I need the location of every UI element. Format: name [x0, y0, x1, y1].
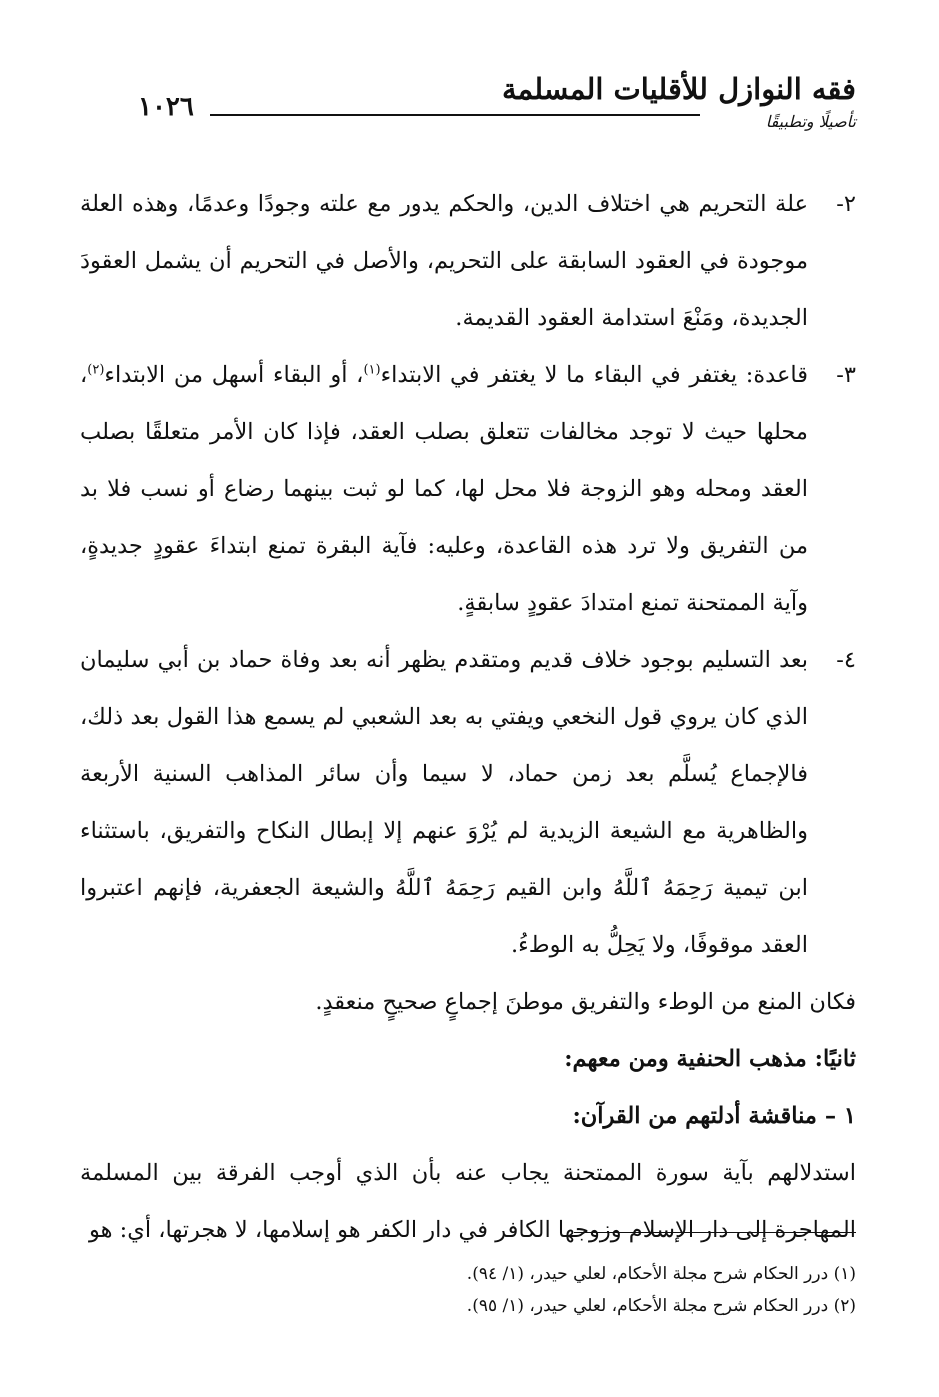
item-text: علة التحريم هي اختلاف الدين، والحكم يدور مع علته وجودًا وعدمًا، وهذه العلة موجودة في العقود السابقة على التحريم، والأصل في التحريم أن يشمل العقودَ الجديدة، ومَنْعَ استدامة العقود القديمة. [80, 191, 808, 331]
item-text-part-3: ، محلها حيث لا توجد مخالفات تتعلق بصلب العقد، فإذا كان الأمر متعلقًا بصلب العقد ومحله وهو الزوجة فلا محل لها، كما لو ثبت بينهما رضاع أو نسب فلا بد من التفريق ولا ترد هذه القاعدة، وعليه: فآية البقرة تمنع ابتداءَ عقودٍ جديدةٍ، وآية الممتحنة تمنع امتدادَ عقودٍ سابقةٍ. [80, 362, 808, 616]
book-title: فقه النوازل للأقليات المسلمة [501, 72, 856, 106]
footnote-1: (١) درر الحكام شرح مجلة الأحكام، لعلي حيدر، (١/ ٩٤). [466, 1264, 856, 1284]
list-item-3 [80, 347, 856, 632]
item-number: ٢- [836, 191, 856, 217]
page-header [0, 72, 939, 142]
page-number: ١٠٢٦ [138, 92, 194, 122]
subsection-heading: ١ – مناقشة أدلتهم من القرآن: [572, 1103, 856, 1129]
item-text-part-1: قاعدة: يغتفر في البقاء ما لا يغتفر في الابتداء [380, 362, 808, 388]
item-number: ٤- [836, 647, 856, 673]
footnote-rule [574, 1232, 856, 1233]
footnote-ref-2[interactable]: (٢) [87, 362, 105, 378]
header-rule [210, 114, 700, 116]
book-subtitle: تأصيلًا وتطبيقًا [765, 112, 856, 131]
item-text: بعد التسليم بوجود خلاف قديم ومتقدم يظهر أنه بعد وفاة حماد بن أبي سليمان الذي كان يروي قول النخعي ويفتي به بعد الشعبي لم يسمع هذا القول بعد ذلك، فالإجماع يُسلَّم بعد زمن حماد، لا سيما وأن سائر المذاهب السنية الأربعة والظاهرية مع الشيعة الزيدية لم يُرْوَ عنهم إلا إبطال النكاح والتفريق، باستثناء ابن تيمية رَحِمَهُ ٱللَّهُ وابن القيم رَحِمَهُ ٱللَّهُ والشيعة الجعفرية، فإنهم اعتبروا العقد موقوفًا، ولا يَحِلُّ به الوطءُ. [80, 647, 808, 958]
main-text [80, 176, 856, 1259]
conclusion-paragraph: فكان المنع من الوطء والتفريق موطنَ إجماعٍ صحيحٍ منعقدٍ. [315, 989, 856, 1015]
footnotes [80, 1258, 856, 1322]
section-heading: ثانيًا: مذهب الحنفية ومن معهم: [564, 1046, 856, 1072]
footnote-ref-1[interactable]: (١) [363, 362, 381, 378]
footnote-2: (٢) درر الحكام شرح مجلة الأحكام، لعلي حيدر، (١/ ٩٥). [466, 1296, 856, 1316]
item-text-part-2: ، أو البقاء أسهل من الابتداء [104, 362, 364, 388]
item-number: ٣- [836, 362, 856, 388]
list-item-2 [80, 176, 856, 347]
final-paragraph: استدلالهم بآية سورة الممتحنة يجاب عنه بأن الذي أوجب الفرقة بين المسلمة المهاجرة إلى دار الإسلام وزوجها الكافر في دار الكفر هو إسلامها، لا هجرتها، أي: هو [80, 1160, 856, 1243]
list-item-4 [80, 632, 856, 974]
